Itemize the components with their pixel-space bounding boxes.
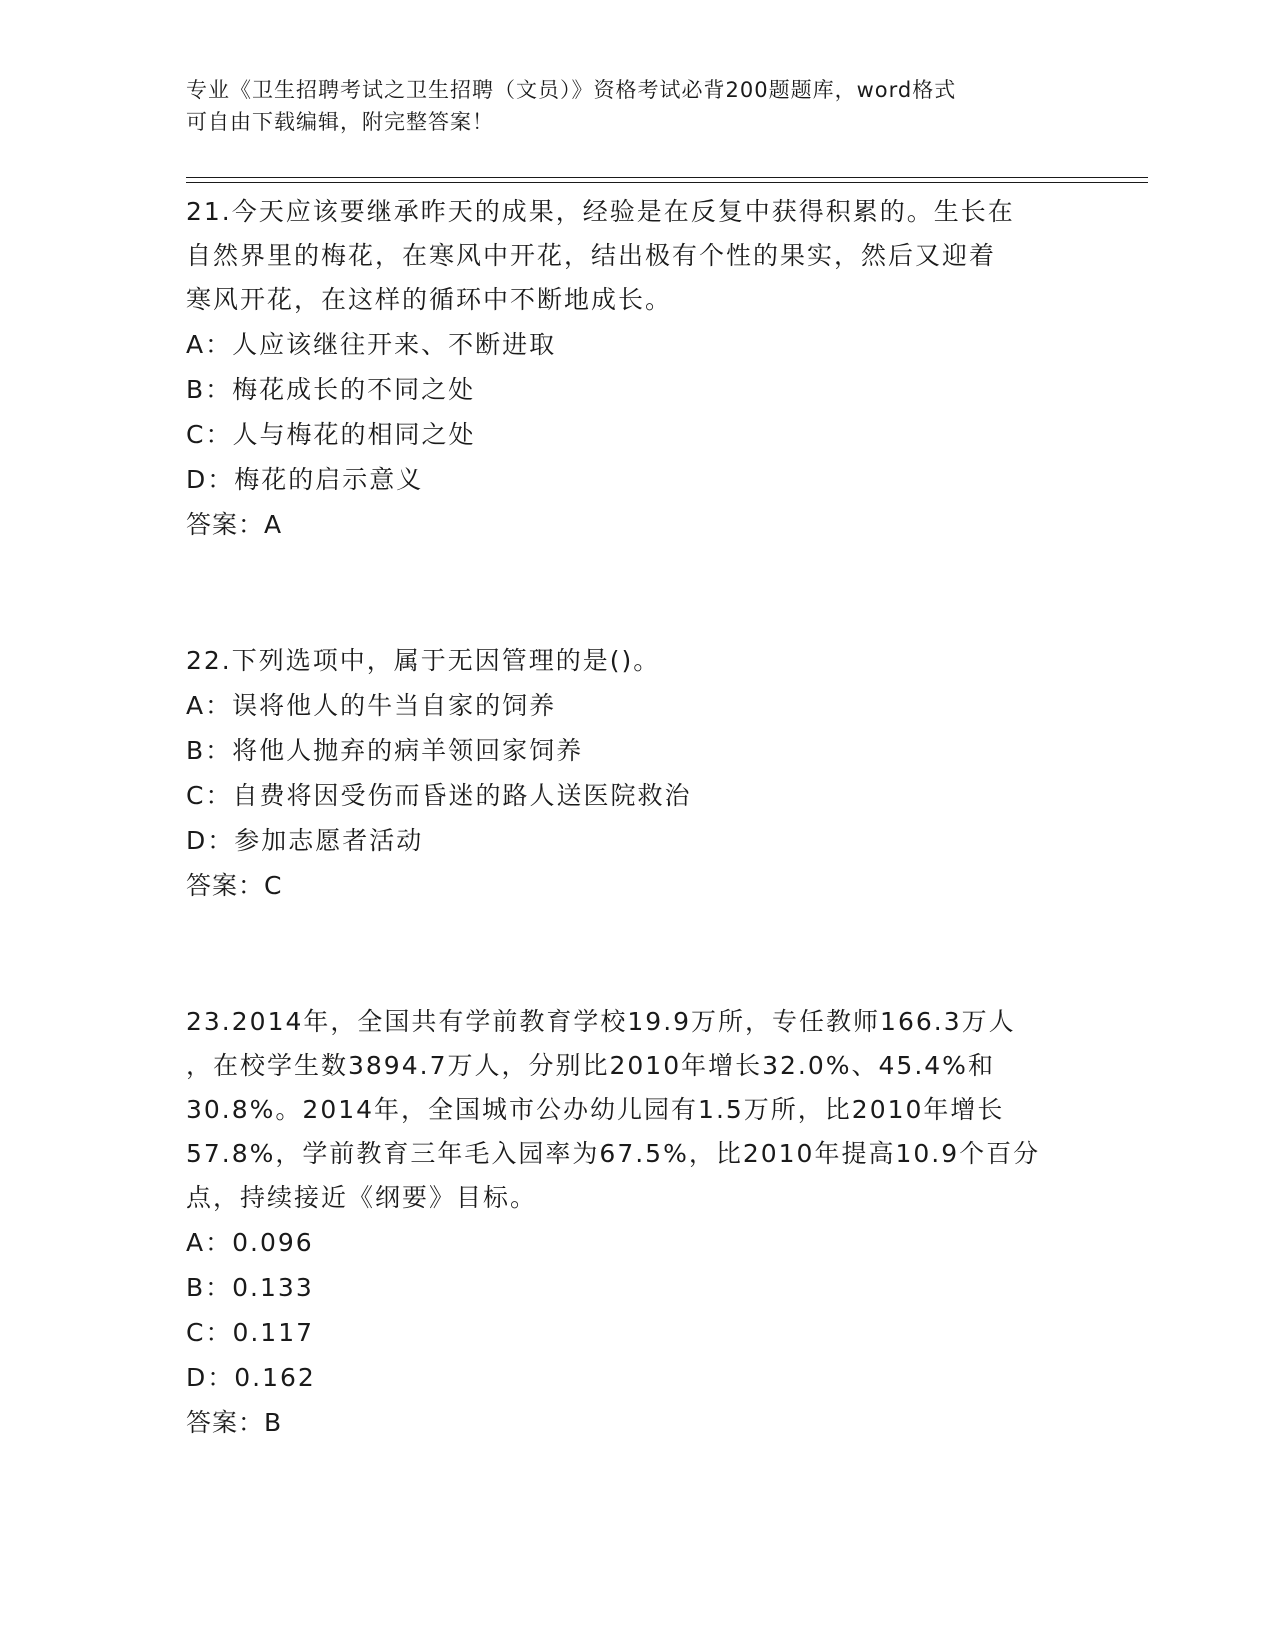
option-b: B：0.133 — [186, 1273, 314, 1302]
header-divider-top — [186, 177, 1148, 178]
answer-label: 答案：A — [186, 510, 283, 539]
question-stem-line: 23.2014年，全国共有学前教育学校19.9万所，专任教师166.3万人 — [186, 1007, 1016, 1036]
question-23 — [186, 1000, 1086, 1445]
option-d: D：0.162 — [186, 1363, 316, 1392]
question-list — [186, 190, 1086, 1445]
question-stem-line: 点，持续接近《纲要》目标。 — [186, 1183, 538, 1212]
header-line-2: 可自由下载编辑，附完整答案！ — [186, 110, 494, 134]
option-d: D：梅花的启示意义 — [186, 465, 424, 494]
question-stem-line: 寒风开花，在这样的循环中不断地成长。 — [186, 285, 673, 314]
header-divider-bottom — [186, 182, 1148, 183]
question-stem-line: 57.8%，学前教育三年毛入园率为67.5%，比2010年提高10.9个百分 — [186, 1139, 1041, 1168]
question-21 — [186, 190, 1086, 547]
answer-label: 答案：B — [186, 1408, 283, 1437]
option-c: C：自费将因受伤而昏迷的路人送医院救治 — [186, 781, 692, 810]
option-a: A：人应该继往开来、不断进取 — [186, 330, 557, 359]
option-b: B：梅花成长的不同之处 — [186, 375, 476, 404]
question-stem-line: 21.今天应该要继承昨天的成果，经验是在反复中获得积累的。生长在 — [186, 197, 1015, 226]
option-c: C：人与梅花的相同之处 — [186, 420, 476, 449]
option-c: C：0.117 — [186, 1318, 315, 1347]
question-stem-line: 自然界里的梅花，在寒风中开花，结出极有个性的果实，然后又迎着 — [186, 241, 997, 270]
question-spacer — [186, 547, 1086, 639]
option-b: B：将他人抛弃的病羊领回家饲养 — [186, 736, 584, 765]
question-22 — [186, 639, 1086, 908]
option-d: D：参加志愿者活动 — [186, 826, 424, 855]
question-spacer — [186, 908, 1086, 1000]
question-stem-line: 30.8%。2014年，全国城市公办幼儿园有1.5万所，比2010年增长 — [186, 1095, 1005, 1124]
document-header — [186, 74, 1066, 138]
option-a: A：0.096 — [186, 1228, 314, 1257]
question-stem-line: ，在校学生数3894.7万人，分别比2010年增长32.0%、45.4%和 — [186, 1051, 995, 1080]
option-a: A：误将他人的牛当自家的饲养 — [186, 691, 557, 720]
question-stem-line: 22.下列选项中，属于无因管理的是()。 — [186, 646, 661, 675]
header-line-1: 专业《卫生招聘考试之卫生招聘（文员）》资格考试必背200题题库，word格式 — [186, 78, 957, 102]
answer-label: 答案：C — [186, 871, 283, 900]
